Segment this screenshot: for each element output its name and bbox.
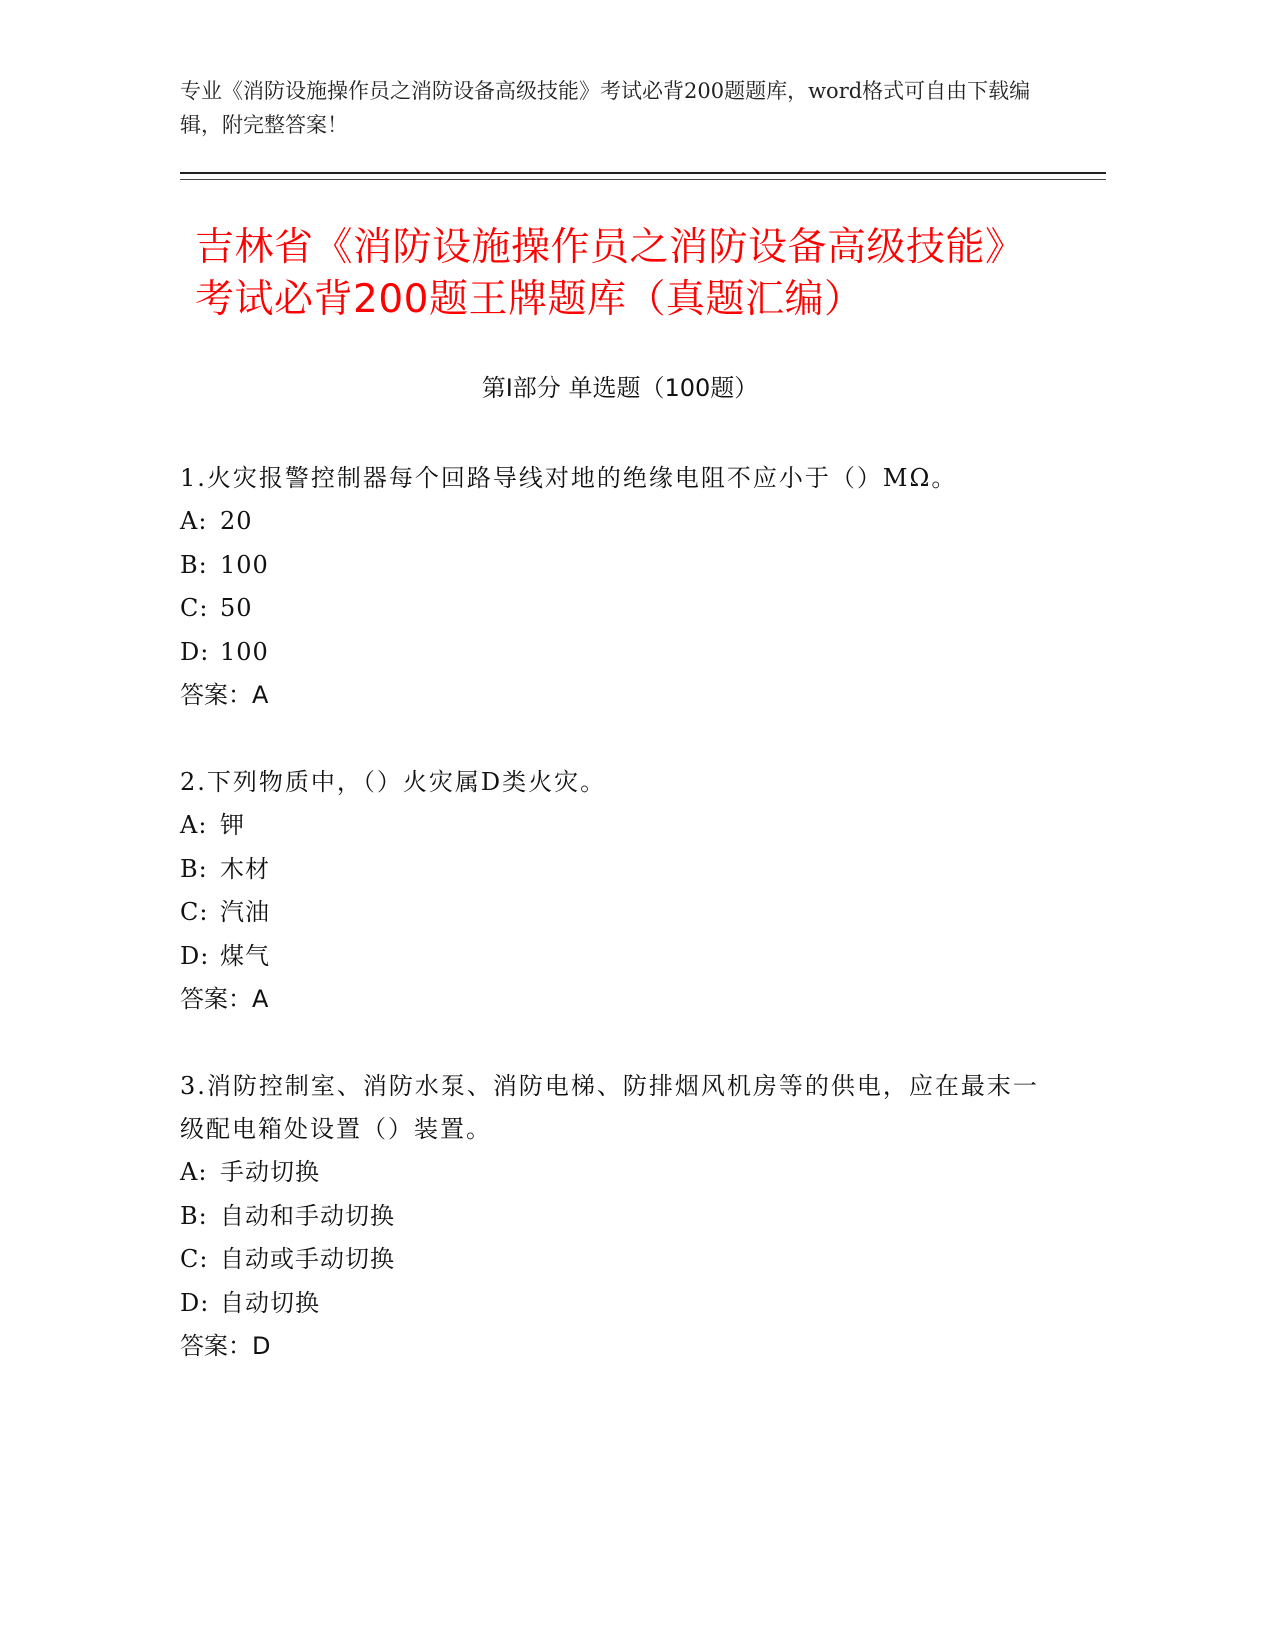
option-text: 木材 (220, 854, 270, 883)
option-text: 20 (220, 507, 253, 535)
header-note: 专业《消防设施操作员之消防设备高级技能》考试必背200题题库，word格式可自由下载编辑，附完整答案！ (180, 79, 1031, 137)
question-1 (180, 457, 1040, 717)
option-letter: B: (180, 854, 208, 883)
question-stem: 3.消防控制室、消防水泵、消防电梯、防排烟风机房等的供电，应在最末一级配电箱处设置（）装置。 (180, 1072, 1039, 1143)
option-text: 自动或手动切换 (220, 1245, 395, 1273)
option-text: 钾 (220, 811, 245, 839)
section-title: 第Ⅰ部分 单选题（100题） (481, 374, 759, 402)
option-c (180, 587, 1040, 631)
option-text: 煤气 (220, 941, 270, 970)
option-a (180, 500, 1040, 544)
option-d (180, 631, 1040, 675)
option-letter: A: (180, 811, 208, 839)
answer-line: 答案：A (180, 681, 269, 709)
question-stem: 1.火灾报警控制器每个回路导线对地的绝缘电阻不应小于（）MΩ。 (180, 464, 958, 492)
option-letter: B: (180, 1201, 208, 1230)
option-d (180, 935, 1040, 979)
option-text: 手动切换 (220, 1158, 320, 1186)
option-text: 50 (220, 594, 253, 622)
option-letter: D: (180, 941, 210, 970)
answer-line: 答案：A (180, 985, 269, 1013)
option-text: 汽油 (220, 898, 270, 926)
option-text: 自动切换 (220, 1288, 320, 1317)
question-list (180, 457, 1040, 1412)
header-divider-thin (180, 179, 1106, 180)
option-d (180, 1282, 1040, 1326)
option-a (180, 804, 1040, 848)
option-text: 自动和手动切换 (220, 1201, 395, 1230)
question-2 (180, 761, 1040, 1021)
option-text: 100 (220, 637, 269, 666)
option-letter: A: (180, 1158, 208, 1186)
option-letter: C: (180, 1245, 209, 1273)
option-text: 100 (220, 550, 269, 579)
option-a (180, 1151, 1040, 1195)
option-c (180, 891, 1040, 935)
option-letter: B: (180, 550, 208, 579)
question-3 (180, 1065, 1040, 1368)
option-letter: C: (180, 898, 209, 926)
option-letter: C: (180, 594, 209, 622)
question-stem: 2.下列物质中，（）火灾属D类火灾。 (180, 768, 607, 796)
option-b (180, 544, 1040, 588)
option-c (180, 1238, 1040, 1282)
option-b (180, 848, 1040, 892)
option-b (180, 1195, 1040, 1239)
document-title: 吉林省《消防设施操作员之消防设备高级技能》考试必背200题王牌题库（真题汇编） (195, 225, 1025, 322)
answer-line: 答案：D (180, 1332, 271, 1360)
header-divider-thick (180, 172, 1106, 174)
option-letter: D: (180, 637, 210, 666)
option-letter: A: (180, 507, 208, 535)
option-letter: D: (180, 1288, 210, 1317)
